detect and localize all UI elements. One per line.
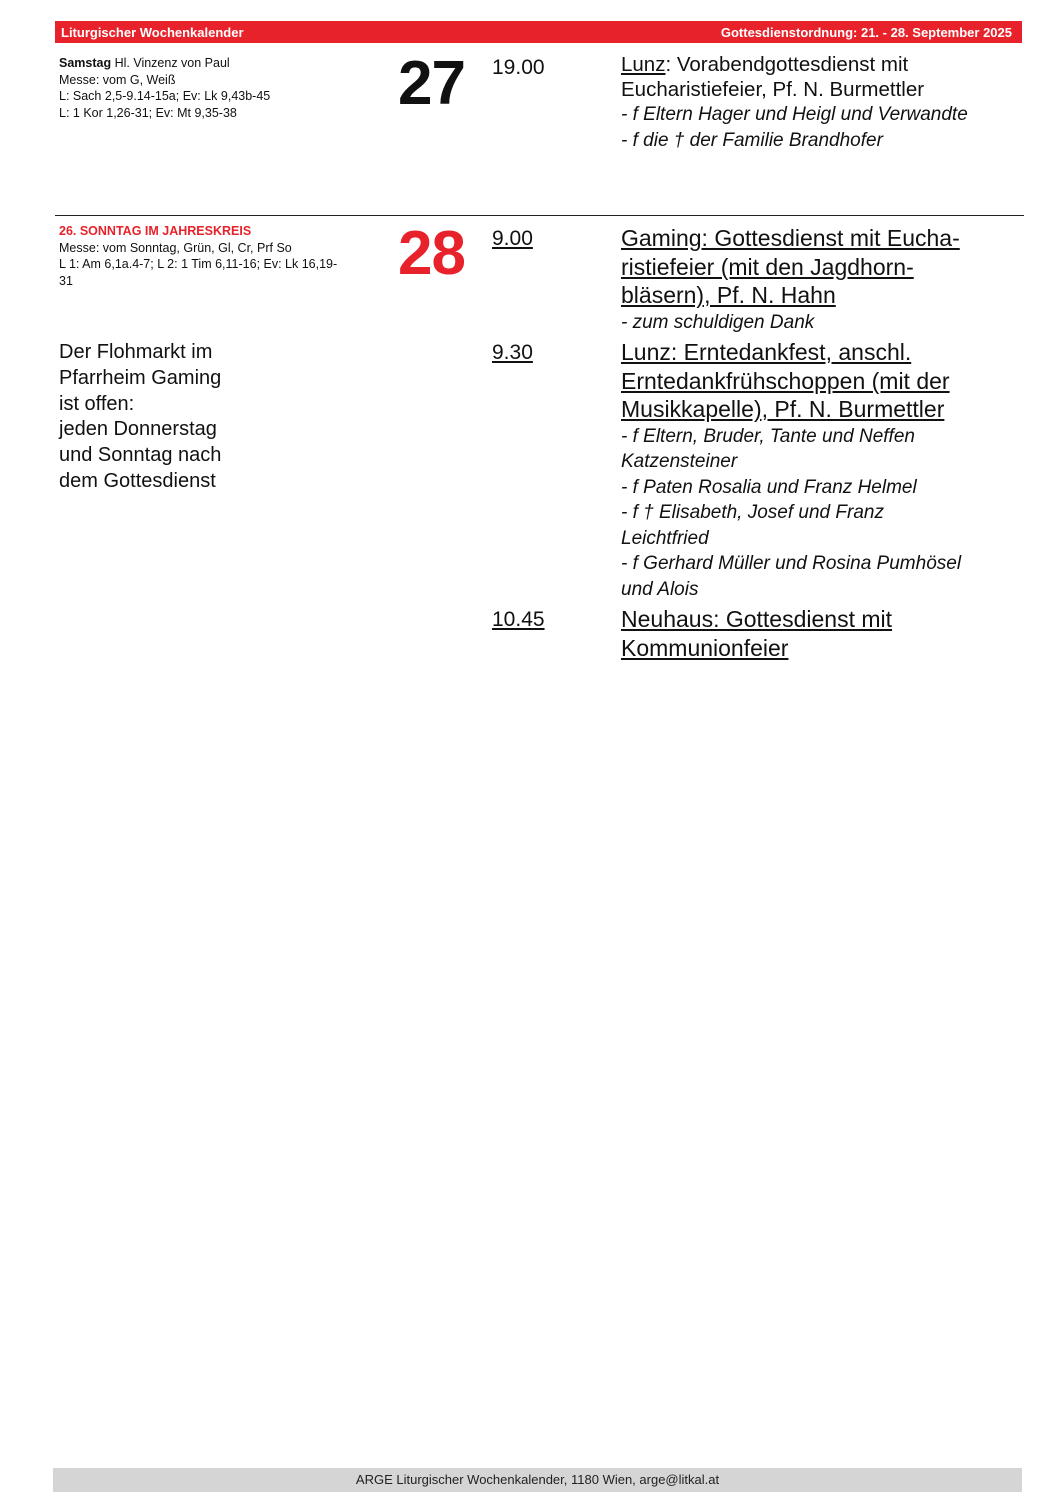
service-entry bbox=[621, 605, 1021, 662]
day-27-readings-1: L: Sach 2,5-9.14-15a; Ev: Lk 9,43b-45 bbox=[59, 89, 271, 103]
note-line: Pfarrheim Gaming bbox=[59, 366, 222, 389]
day-27-info bbox=[59, 55, 384, 121]
service-title-line: Kommunionfeier bbox=[621, 634, 789, 661]
day-28-readings-1: L 1: Am 6,1a.4-7; L 2: 1 Tim 6,11-16; Ev: Lk 16,19- bbox=[59, 257, 338, 271]
service-title-rest: : Vorabendgottesdienst mit bbox=[665, 53, 909, 76]
intention: - f Gerhard Müller und Rosina Pumhösel bbox=[621, 553, 962, 574]
service-time: 10.45 bbox=[492, 608, 545, 631]
note-line: und Sonntag nach bbox=[59, 444, 222, 467]
day-28-readings-2: 31 bbox=[59, 273, 73, 288]
intention: - f Eltern Hager und Heigl und Verwandte bbox=[621, 104, 968, 125]
day-28-title: 26. SONNTAG IM JAHRESKREIS bbox=[59, 224, 252, 238]
header-right-label: Gottesdienstordnung: 21. - 28. September 2025 bbox=[720, 25, 1012, 40]
flohmarkt-note bbox=[59, 340, 299, 495]
header-bar bbox=[55, 21, 1022, 43]
intention: Katzensteiner bbox=[621, 451, 738, 472]
day-divider bbox=[55, 215, 1024, 216]
intention: Leichtfried bbox=[621, 527, 709, 549]
intention: - f die † der Familie Brandhofer bbox=[621, 129, 883, 151]
service-time: 19.00 bbox=[492, 56, 545, 79]
service-title-line: Erntedankfrühschoppen (mit der bbox=[621, 367, 950, 394]
footer-text: ARGE Liturgischer Wochenkalender, 1180 Wien, arge@litkal.at bbox=[355, 1472, 720, 1487]
intention: - zum schuldigen Dank bbox=[621, 311, 815, 333]
service-title-line: Lunz: Erntedankfest, anschl. bbox=[621, 339, 912, 365]
day-27-readings-2: L: 1 Kor 1,26-31; Ev: Mt 9,35-38 bbox=[59, 105, 237, 120]
day-27-number: 27 bbox=[398, 49, 465, 118]
service-title-line: Gaming: Gottesdienst mit Eucha- bbox=[621, 225, 960, 251]
intention: - f Paten Rosalia und Franz Helmel bbox=[621, 476, 917, 498]
day-27-mass: Messe: vom G, Weiß bbox=[59, 72, 176, 87]
day-28-info bbox=[59, 223, 384, 289]
service-entry bbox=[621, 52, 1021, 153]
intention: und Alois bbox=[621, 578, 699, 600]
service-title-line: Eucharistiefeier, Pf. N. Burmettler bbox=[621, 78, 925, 101]
day-27-feast: Hl. Vinzenz von Paul bbox=[111, 56, 230, 70]
service-time: 9.00 bbox=[492, 227, 533, 250]
service-title-line: Musikkapelle), Pf. N. Burmettler bbox=[621, 396, 945, 422]
note-line: jeden Donnerstag bbox=[59, 418, 217, 441]
service-entry bbox=[621, 338, 1021, 602]
intention: - f Eltern, Bruder, Tante und Neffen bbox=[621, 425, 915, 447]
day-28-number: 28 bbox=[398, 219, 465, 288]
day-27-weekday: Samstag bbox=[59, 56, 112, 70]
intention: - f † Elisabeth, Josef und Franz bbox=[621, 502, 884, 523]
service-entry bbox=[621, 224, 1021, 335]
service-title bbox=[621, 52, 1021, 77]
service-place: Lunz bbox=[621, 53, 666, 76]
service-title-line: Neuhaus: Gottesdienst mit bbox=[621, 606, 893, 632]
day-28-mass: Messe: vom Sonntag, Grün, Gl, Cr, Prf So bbox=[59, 240, 292, 255]
service-time: 9.30 bbox=[492, 341, 533, 364]
service-title-line: ristiefeier (mit den Jagdhorn- bbox=[621, 253, 914, 280]
footer-bar bbox=[53, 1468, 1022, 1492]
note-line: Der Flohmarkt im bbox=[59, 341, 213, 363]
note-line: ist offen: bbox=[59, 392, 135, 415]
header-left-label: Liturgischer Wochenkalender bbox=[61, 25, 244, 40]
day-27-title bbox=[59, 55, 384, 72]
service-title-line: bläsern), Pf. N. Hahn bbox=[621, 282, 836, 308]
note-line: dem Gottesdienst bbox=[59, 469, 216, 492]
